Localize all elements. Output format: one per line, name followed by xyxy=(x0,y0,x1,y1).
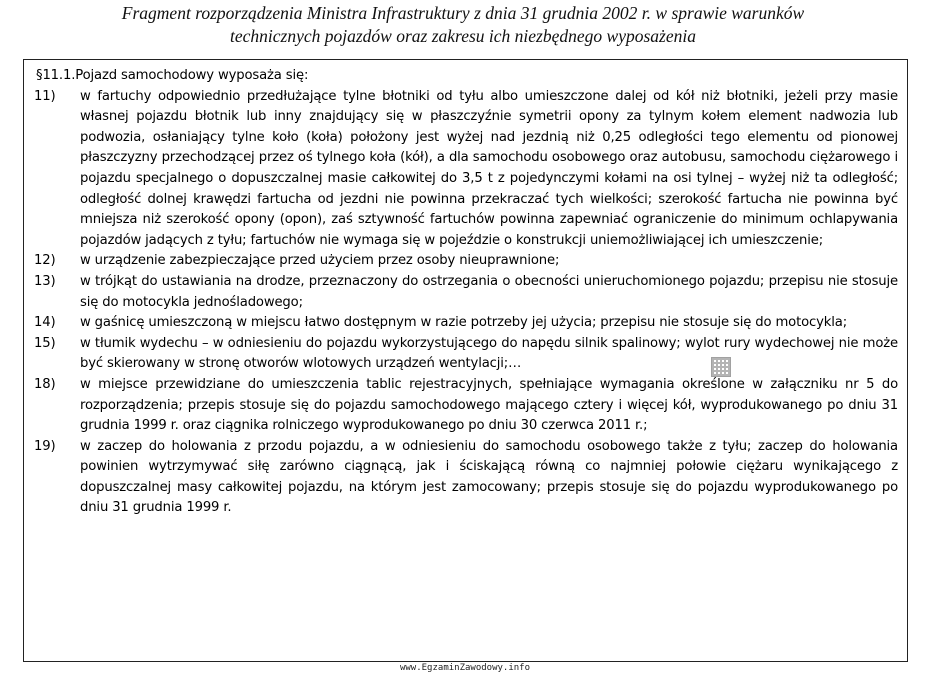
section-heading: §11.1.Pojazd samochodowy wyposaża się: xyxy=(36,68,309,83)
item-text: w fartuchy odpowiednio przedłużające tylne błotniki od tyłu albo umieszczone dalej od kół niż błotniki, jeżeli przy masie własnej pojazdu błotnik lub inny znajdujący się w płaszczyźnie symetrii opony za tylnym kołem element nadwozia lub podwozia, osłaniający tylne koło (koła) położony jest wyżej nad jezdnią niż 0,25 odległości tego elementu od pionowej płaszczyzny przechodzącej przez oś tylnego koła (kół), a dla samochodu osobowego oraz autobusu, samochodu ciężarowego i pojazdu specjalnego o dopuszczalnej masie całkowitej do 3,5 t z pojedynczymi kołami na osi tylnej – wyżej niż ta odległość; odległość dolnej krawędzi fartucha od jezdni nie powinna przekraczać tych wielkości; szerokość fartucha nie powinna być mniejsza niż szerokość opony (opon), zaś sztywność fartuchów powinna zapewniać ograniczenie do minimum ochlapywania pojazdów jadących z tyłu; fartuchów nie wymaga się w pojeździe o konstrukcji uniemożliwiającej ich umieszczenie; xyxy=(80,88,898,248)
item-number: 18) xyxy=(34,376,56,392)
item-number: 13) xyxy=(34,273,56,289)
item-number: 11) xyxy=(34,88,56,104)
item-number: 12) xyxy=(34,253,56,269)
list-item-15 xyxy=(34,334,898,375)
document-title xyxy=(0,2,926,48)
item-text: w miejsce przewidziane do umieszczenia tablic rejestracyjnych, spełniające wymagania określone w załączniku nr 5 do rozporządzenia; przepis stosuje się do pojazdu samochodowego mającego cztery i więcej kół, wyprodukowanego po dniu 31 grudnia 1999 r. oraz ciągnika rolniczego wyprodukowanego po dniu 30 czerwca 2011 r.; xyxy=(80,376,898,434)
item-text: w trójkąt do ustawiania na drodze, przeznaczony do ostrzegania o obecności unieruchomionego pojazdu; przepisu nie stosuje się do motocykla jednośladowego; xyxy=(80,273,898,310)
item-number: 19) xyxy=(34,438,56,454)
qr-stamp-icon xyxy=(711,357,731,377)
list-item-19 xyxy=(34,437,898,519)
title-line-2: technicznych pojazdów oraz zakresu ich niezbędnego wyposażenia xyxy=(230,26,696,46)
item-number: 15) xyxy=(34,335,56,351)
item-text: w urządzenie zabezpieczające przed użyciem przez osoby nieuprawnione; xyxy=(80,253,560,269)
item-text: w zaczep do holowania z przodu pojazdu, a w odniesieniu do samochodu osobowego także z tyłu; zaczep do holowania powinien wytrzymywać siłę zarówno ciągnącą, jak i ściskającą równą co najmniej połowie ciężaru wynikającego z dopuszczalnej masy całkowitej pojazdu, na którym jest zamocowany; przepis stosuje się do pojazdu wyprodukowanego po dniu 31 grudnia 1999 r. xyxy=(80,438,898,516)
title-line-1: Fragment rozporządzenia Ministra Infrastruktury z dnia 31 grudnia 2002 r. w sprawie warunków xyxy=(121,3,805,23)
list-item-13 xyxy=(34,272,898,313)
item-number: 14) xyxy=(34,315,56,331)
list-item-18 xyxy=(34,375,898,437)
list-item-12 xyxy=(34,251,898,272)
site-watermark: www.EgzaminZawodowy.info xyxy=(399,663,531,673)
item-text: w tłumik wydechu – w odniesieniu do pojazdu wykorzystującego do napędu silnik spalinowy; wylot rury wydechowej nie może być skierowany w stronę otworów wlotowych urządzeń wentylacji;… xyxy=(80,335,898,372)
regulation-content xyxy=(34,66,898,519)
item-text: w gaśnicę umieszczoną w miejscu łatwo dostępnym w razie potrzeby jej użycia; przepisu nie stosuje się do motocykla; xyxy=(80,315,848,331)
list-item-11 xyxy=(34,87,898,252)
list-item-14 xyxy=(34,313,898,334)
regulation-frame xyxy=(23,59,908,662)
